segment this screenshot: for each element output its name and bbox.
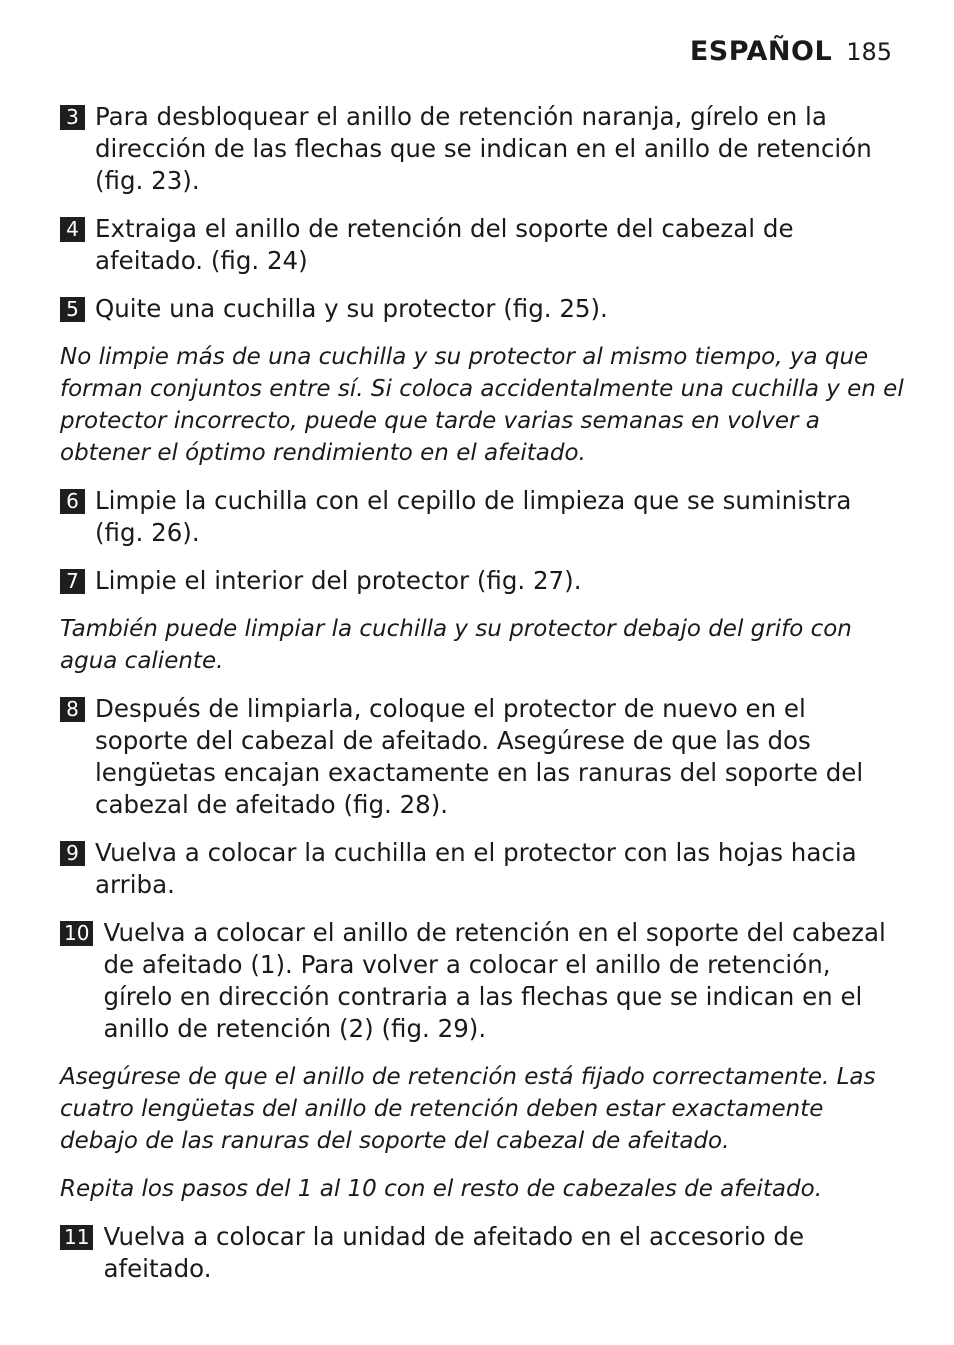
step-4 (60, 213, 905, 277)
step-number: 4 (60, 217, 85, 242)
step-5 (60, 293, 905, 325)
step-10 (60, 917, 905, 1045)
step-number: 8 (60, 697, 85, 722)
step-number: 3 (60, 105, 85, 130)
step-text: Para desbloquear el anillo de retención naranja, gírelo en la dirección de las flechas que se indican en el anillo de retención (fig. 23). (95, 102, 872, 195)
step-6 (60, 485, 905, 549)
step-3 (60, 101, 905, 197)
note-repeat-steps: Repita los pasos del 1 al 10 con el resto de cabezales de afeitado. (60, 1176, 822, 1202)
step-text: Quite una cuchilla y su protector (fig. 25). (95, 294, 608, 323)
step-number: 9 (60, 841, 85, 866)
step-text: Limpie la cuchilla con el cepillo de limpieza que se suministra (fig. 26). (95, 486, 852, 547)
note-rinse-under-tap: También puede limpiar la cuchilla y su protector debajo del grifo con agua caliente. (60, 616, 852, 674)
step-number: 6 (60, 489, 85, 514)
step-number: 7 (60, 569, 85, 594)
step-text: Vuelva a colocar el anillo de retención en el soporte del cabezal de afeitado (1). Para volver a colocar el anillo de retención, gírelo en dirección contraria a las flechas que se indican en el anillo de retención (2) (fig. 29). (103, 918, 886, 1043)
language-heading: ESPAÑOL (689, 36, 833, 67)
step-text: Extraiga el anillo de retención del soporte del cabezal de afeitado. (fig. 24) (95, 214, 794, 275)
note-one-set-at-a-time: No limpie más de una cuchilla y su protector al mismo tiempo, ya que forman conjuntos entre sí. Si coloca accidentalmente una cuchilla y en el protector incorrecto, puede que tarde varias semanas en volver a obtener el óptimo rendimiento en el afeitado. (60, 344, 904, 466)
step-number: 10 (60, 921, 93, 946)
page-header (690, 36, 892, 67)
step-text: Vuelva a colocar la cuchilla en el protector con las hojas hacia arriba. (95, 838, 857, 899)
step-7 (60, 565, 905, 597)
step-text: Limpie el interior del protector (fig. 27). (95, 566, 582, 595)
step-8 (60, 693, 905, 821)
step-text: Vuelva a colocar la unidad de afeitado en el accesorio de afeitado. (103, 1222, 805, 1283)
step-text: Después de limpiarla, coloque el protector de nuevo en el soporte del cabezal de afeitado. Asegúrese de que las dos lengüetas encajan exactamente en las ranuras del soporte del cabezal de afeitado (fig. 28). (95, 694, 864, 819)
step-11 (60, 1221, 905, 1285)
step-9 (60, 837, 905, 901)
note-ring-fixed-correctly: Asegúrese de que el anillo de retención está fijado correctamente. Las cuatro lengüetas del anillo de retención deben estar exactamente debajo de las ranuras del soporte del cabezal de afeitado. (60, 1064, 876, 1154)
instructions (60, 101, 905, 1301)
step-number: 5 (60, 297, 85, 322)
page-number: 185 (846, 38, 892, 66)
step-number: 11 (60, 1225, 93, 1250)
